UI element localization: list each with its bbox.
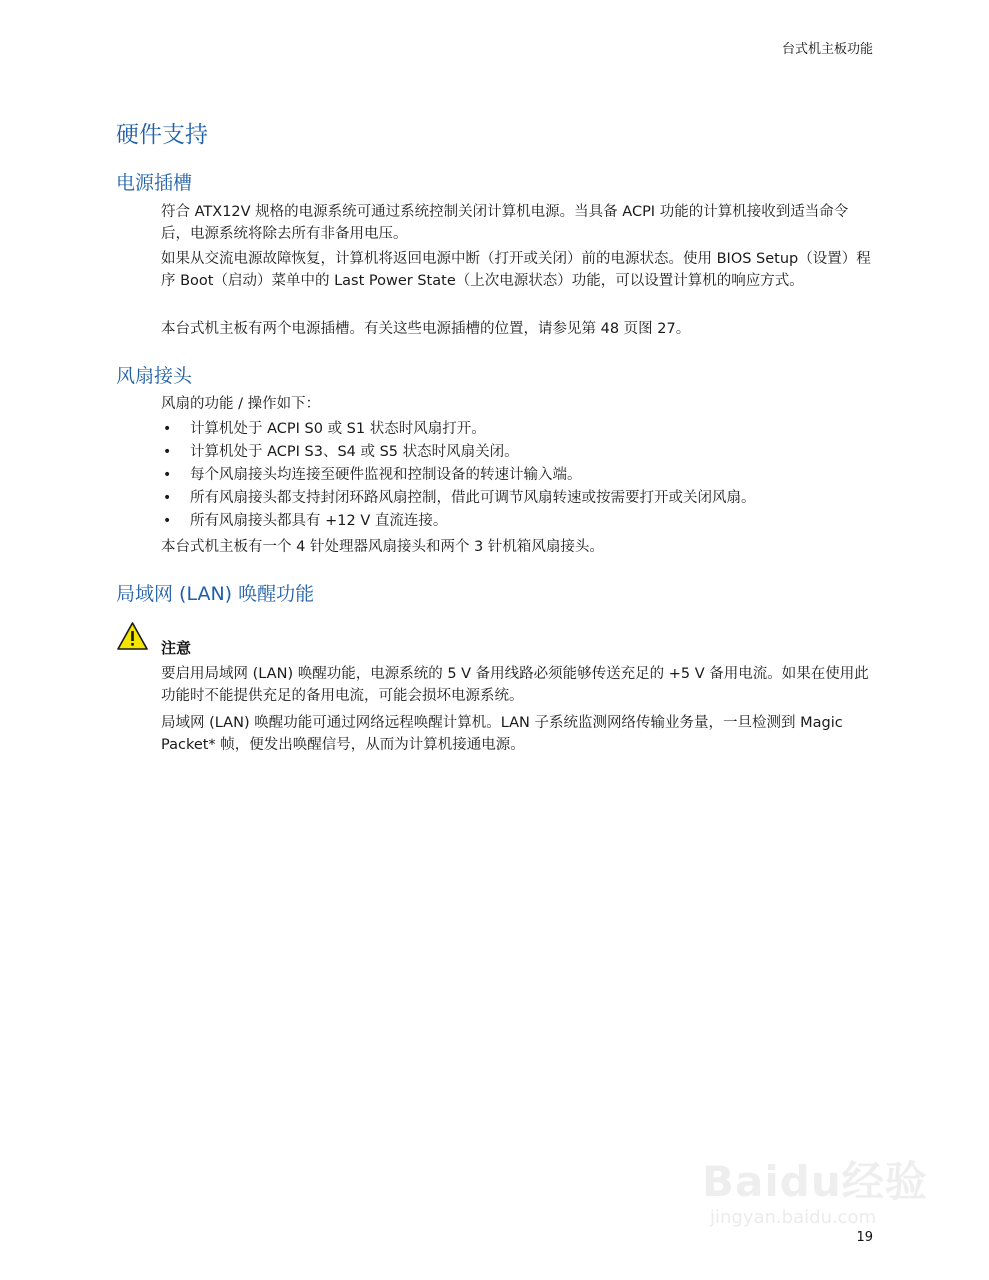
warning-triangle-icon [116, 621, 149, 651]
bullet-icon: • [163, 421, 172, 437]
bullet-icon: • [163, 513, 172, 529]
list-item: • 所有风扇接头都具有 +12 V 直流连接。 [161, 510, 873, 533]
bullet-icon: • [163, 467, 172, 483]
watermark [700, 1125, 940, 1235]
list-item: • 所有风扇接头都支持封闭环路风扇控制，借此可调节风扇转速或按需要打开或关闭风扇。 [161, 487, 873, 510]
bullet-icon: • [163, 490, 172, 506]
list-item: • 计算机处于 ACPI S0 或 S1 状态时风扇打开。 [161, 418, 873, 441]
list-item: • 每个风扇接头均连接至硬件监视和控制设备的转速计输入端。 [161, 464, 873, 487]
note-text: 要启用局域网 (LAN) 唤醒功能，电源系统的 5 V 备用线路必须能够传送充足的 +5 V 备用电流。如果在使用此功能时不能提供充足的备用电流，可能会损坏电源系统。 [161, 666, 869, 704]
watermark-url: jingyan.baidu.com [710, 1207, 877, 1228]
running-header: 台式机主板功能 [781, 42, 873, 57]
page-number: 19 [856, 1230, 873, 1245]
fan-intro: 风扇的功能 / 操作如下： [161, 396, 321, 412]
fan-bullet-list [161, 418, 873, 533]
page-title: 硬件支持 [116, 122, 208, 148]
note-title: 注意 [161, 639, 192, 657]
power-paragraph-1: 符合 ATX12V 规格的电源系统可通过系统控制关闭计算机电源。当具备 ACPI 功能的计算机接收到适当命令后，电源系统将除去所有非备用电压。 [161, 204, 849, 242]
section-heading-lan: 局域网 (LAN) 唤醒功能 [116, 583, 315, 605]
list-item: • 计算机处于 ACPI S3、S4 或 S5 状态时风扇关闭。 [161, 441, 873, 464]
section-heading-fan: 风扇接头 [116, 365, 193, 387]
section-heading-power: 电源插槽 [116, 172, 193, 194]
fan-outro: 本台式机主板有一个 4 针处理器风扇接头和两个 3 针机箱风扇接头。 [161, 539, 604, 555]
watermark-brand: Baidu经验 [702, 1157, 928, 1206]
bullet-icon: • [163, 444, 172, 460]
lan-paragraph: 局域网 (LAN) 唤醒功能可通过网络远程唤醒计算机。LAN 子系统监测网络传输业务量，一旦检测到 Magic Packet* 帧，便发出唤醒信号，从而为计算机接通电源。 [161, 715, 843, 753]
power-paragraph-2: 如果从交流电源故障恢复，计算机将返回电源中断（打开或关闭）前的电源状态。使用 BIOS Setup（设置）程序 Boot（启动）菜单中的 Last Power State（上次电源状态）功能，可以设置计算机的响应方式。 [161, 251, 871, 289]
power-paragraph-3: 本台式机主板有两个电源插槽。有关这些电源插槽的位置，请参见第 48 页图 27。 [161, 321, 691, 337]
